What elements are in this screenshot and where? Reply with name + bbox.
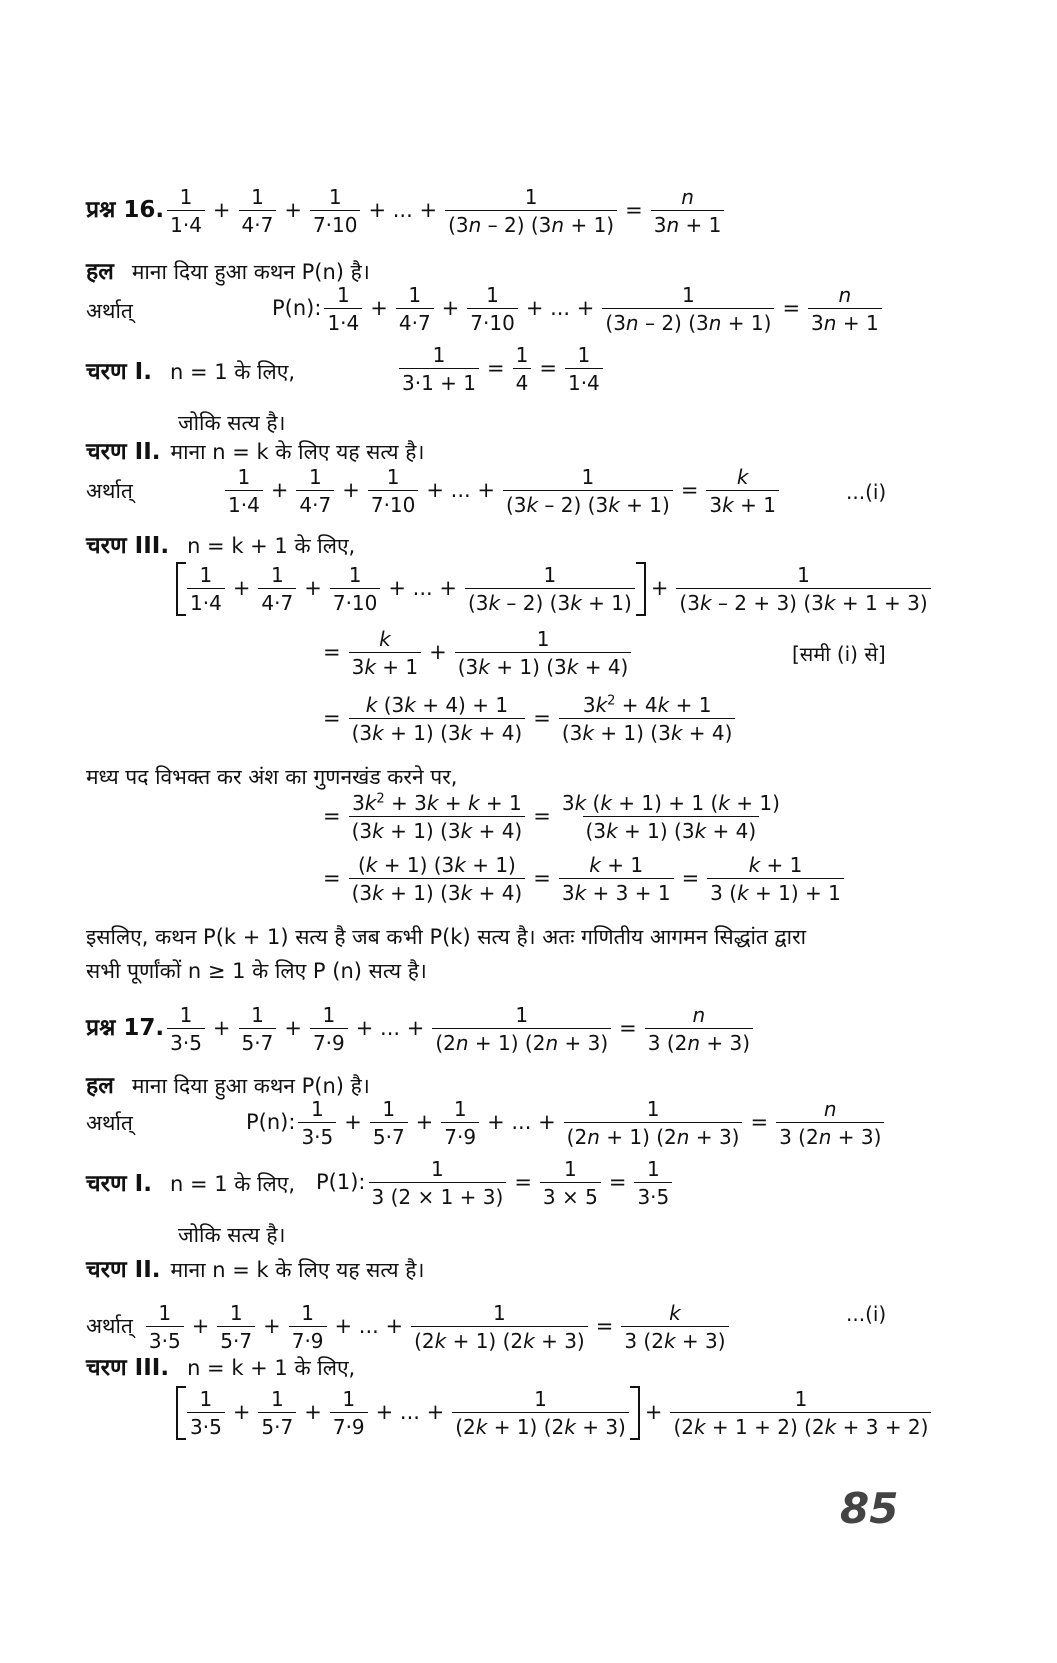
- q16-from-i: [समी (i) से]: [792, 642, 886, 666]
- q16-step1-equation: $\frac{1}{3\cdot 1 + 1}$ = $\frac{1}{4}$ = $\frac{1}{1\cdot 4}$: [396, 344, 606, 394]
- q17-label: प्रश्न 17.: [86, 1015, 165, 1042]
- q17-step3-equation: 1 3·5 + $\frac{1}{5\cdot 7}$ + $\frac{1}{7\cdot 9}$ + ... + $\frac{1}{(2k + 1) (2k + 3)}$ + $\frac{1}{(2k + 1 + 2) (2k + 3 + 2)}$: [176, 1386, 934, 1440]
- q16-conclusion-1: इसलिए, कथन P(k + 1) सत्य है जब कभी P(k) सत्य है। अतः गणितीय आगमन सिद्धांत द्वारा: [86, 925, 807, 949]
- q16-step2-line: [86, 440, 424, 465]
- q17-satya: जोकि सत्य है।: [178, 1223, 286, 1247]
- q17-step3-text: n = k + 1 के लिए,: [187, 1356, 356, 1381]
- q17-step2-text: माना n = k के लिए यह सत्य है।: [170, 1258, 425, 1283]
- q16-arthat-label: अर्थात्: [86, 299, 133, 323]
- q16-step3: चरण III.: [86, 533, 170, 559]
- q16-step3-line: [86, 534, 355, 559]
- q17-step1-text: n = 1 के लिए,: [169, 1172, 296, 1197]
- q17-step2-line: [86, 1258, 424, 1283]
- q16-step3-eq3: = $\frac{k (3k + 4) + 1}{(3k + 1) (3k + 4)}$ = $\frac{3k^2 + 4k + 1}{(3k + 1) (3k + 4)}$: [318, 694, 738, 744]
- q17-arthat-label: अर्थात्: [86, 1111, 133, 1135]
- q17-hal-line: [86, 1074, 370, 1099]
- q17-step3-line: [86, 1356, 355, 1381]
- q16-hal-text: माना दिया हुआ कथन P(n) है।: [131, 260, 370, 285]
- q16-step1: चरण I.: [86, 359, 152, 385]
- q16-tag-i: ...(i): [846, 480, 887, 504]
- q17-step2-equation: अर्थात् 1 3·5 + $\frac{1}{5\cdot 7}$ + $\frac{1}{7\cdot 9}$ + ... + $\frac{1}{(2k + 1) (2k + 3)}$ = $\frac{k}{3 (2k + 3)}$: [86, 1302, 732, 1352]
- q17-arthat2: अर्थात्: [86, 1314, 133, 1339]
- q16-satya: जोकि सत्य है।: [178, 411, 286, 435]
- q16-middle-text: मध्य पद विभक्त कर अंश का गुणनखंड करने पर,: [86, 765, 458, 789]
- q16-step3-eq2: = $\frac{k}{3k + 1}$ + $\frac{1}{(3k + 1) (3k + 4)}$: [318, 628, 634, 678]
- q16-step3-equation: 1 1·4 + $\frac{1}{4\cdot 7}$ + $\frac{1}{7\cdot 10}$ + ... + $\frac{1}{(3k - 2) (3k + 1)}$ + $\frac{1}{(3k - 2 + 3) (3k + 1 + 3)}$: [176, 562, 934, 616]
- q17-step1-line: [86, 1172, 295, 1197]
- q17-step2: चरण II.: [86, 1257, 161, 1283]
- q16-step3-eq4: = $\frac{3k^2 + 3k + k + 1}{(3k + 1) (3k + 4)}$ = $\frac{3k (k + 1) + 1 (k + 1)}{(3k + 1) (3k + 4)}$: [323, 791, 780, 843]
- q17-step3: चरण III.: [86, 1355, 170, 1381]
- q16-step2-text: माना n = k के लिए यह सत्य है।: [170, 440, 425, 465]
- q16-conclusion-2: सभी पूर्णांकों n ≥ 1 के लिए P (n) सत्य है।: [86, 959, 427, 983]
- q17-pn: P(n):: [246, 1110, 296, 1135]
- q17-tag-i: ...(i): [846, 1302, 887, 1326]
- q16-statement: प्रश्न 16. 1 1·4 + $\frac{1}{4\cdot 7}$ + $\frac{1}{7\cdot 10}$ + ... + $\frac{1}{(3n - 2) (3n + 1)}$ = $\frac{n}{3n + 1}$: [86, 186, 727, 236]
- q16-step2-equation: 1 1·4 + $\frac{1}{4\cdot 7}$ + $\frac{1}{7\cdot 10}$ + ... + $\frac{1}{(3k - 2) (3k + 1)}$ = $\frac{k}{3k + 1}$: [222, 466, 782, 516]
- q17-hal-text: माना दिया हुआ कथन P(n) है।: [131, 1074, 370, 1099]
- q16-label: प्रश्न 16.: [86, 197, 165, 224]
- q17-statement: प्रश्न 17. 1 3·5 + $\frac{1}{5\cdot 7}$ + $\frac{1}{7\cdot 9}$ + ... + $\frac{1}{(2n + 1) (2n + 3)}$ = $\frac{n}{3 (2n + 3)}$: [86, 1004, 756, 1054]
- q16-step1-text: n = 1 के लिए,: [169, 360, 296, 385]
- q17-pn-equation: P(n): 1 3·5 + $\frac{1}{5\cdot 7}$ + $\frac{1}{7\cdot 9}$ + ... + $\frac{1}{(2n + 1) (2n + 3)}$ = $\frac{n}{3 (2n + 3)}$: [246, 1098, 887, 1148]
- q17-p1: P(1):: [316, 1170, 366, 1195]
- q16-hal-line: [86, 260, 370, 285]
- q16-step1-line: [86, 360, 295, 385]
- page-number: 85: [840, 1484, 899, 1533]
- q16-arthat2: अर्थात्: [86, 479, 133, 503]
- q17-hal: हल: [86, 1073, 114, 1099]
- q17-step1-equation: P(1): $\frac{1}{3 (2 \times 1 + 3)}$ = $\frac{1}{3 \times 5}$ = $\frac{1}{3\cdot 5}$: [316, 1158, 675, 1208]
- q16-step3-eq5: = $\frac{(k + 1) (3k + 1)}{(3k + 1) (3k + 4)}$ = $\frac{k + 1}{3k + 3 + 1}$ = $\frac{k + 1}{3 (k + 1) + 1}$: [318, 854, 847, 904]
- q16-hal: हल: [86, 259, 114, 285]
- q16-pn: P(n):: [272, 296, 322, 321]
- q16-step2: चरण II.: [86, 439, 161, 465]
- q17-step1: चरण I.: [86, 1171, 152, 1197]
- q16-step3-text: n = k + 1 के लिए,: [187, 534, 356, 559]
- q16-pn-equation: P(n): 1 1·4 + $\frac{1}{4\cdot 7}$ + $\frac{1}{7\cdot 10}$ + ... + $\frac{1}{(3n - 2) (3n + 1)}$ = $\frac{n}{3n + 1}$: [272, 284, 885, 334]
